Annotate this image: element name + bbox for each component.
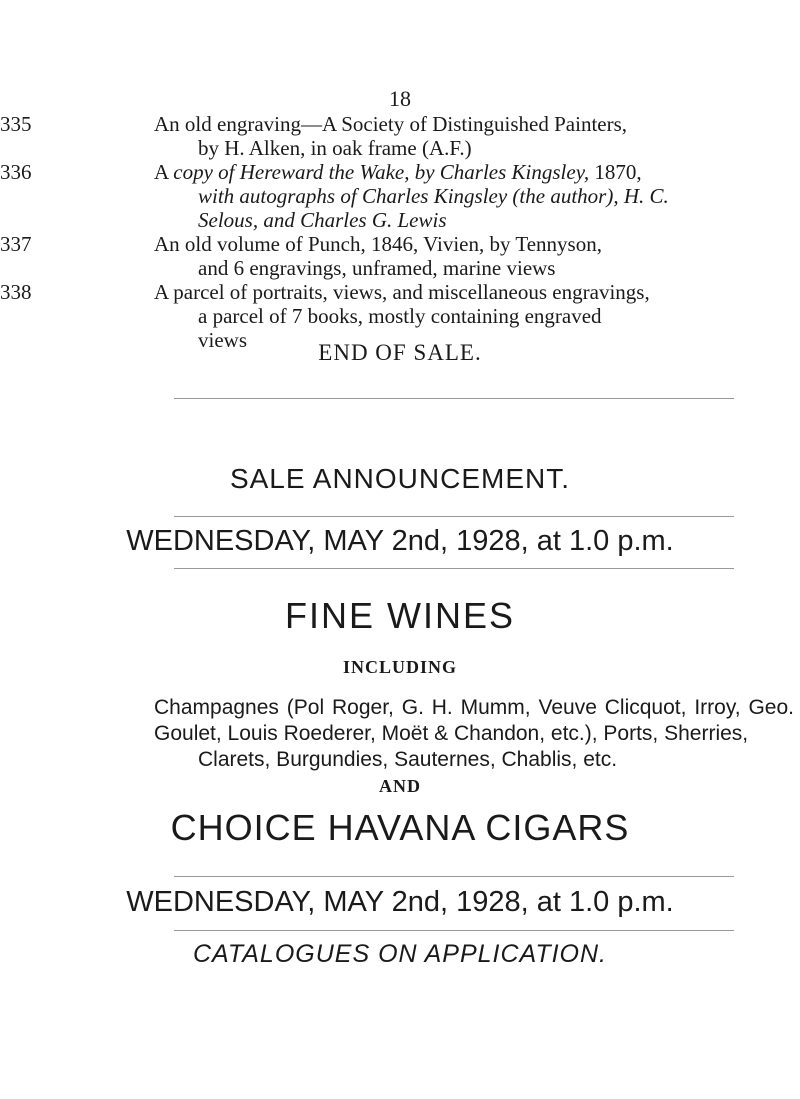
and-label: AND [379,776,421,796]
lot-line: A parcel of portraits, views, and miscellaneous engravings, [154,280,650,304]
including-label: INCLUDING [342,657,457,677]
lot-line: views [198,328,247,352]
sale-datetime: WEDNESDAY, MAY 2nd, 1928, at 1.0 p.m. [126,886,674,918]
wines-line: Goulet, Louis Roederer, Moët & Chandon, etc.), Ports, Sherries, [154,722,749,745]
lot-number: 337 [0,232,32,256]
lot-item [0,232,794,280]
lot-line-italic: with autographs of Charles Kingsley (the author), H. C. [198,184,669,208]
lot-line-italic: Selous, and Charles G. Lewis [198,208,447,232]
lot-description [154,160,794,232]
lot-number: 335 [0,112,32,136]
lot-line: a parcel of 7 books, mostly containing engraved [198,304,602,328]
announcement-title: SALE ANNOUNCEMENT. [229,463,571,494]
lot-line: A [154,160,174,184]
wines-line: Champagnes (Pol Roger, G. H. Mumm, Veuve Clicquot, Irroy, Geo. [154,696,794,719]
fine-wines-heading: FINE WINES [284,595,515,636]
lot-item [0,112,794,160]
divider-rule [174,930,734,931]
wines-line: Clarets, Burgundies, Sauternes, Chablis, etc. [198,748,618,771]
lot-number: 338 [0,280,32,304]
lot-line: by H. Alken, in oak frame (A.F.) [198,136,472,160]
lot-line: 1870, [589,160,642,184]
sale-datetime: WEDNESDAY, MAY 2nd, 1928, at 1.0 p.m. [126,525,674,557]
catalogues-note: CATALOGUES ON APPLICATION. [192,940,608,968]
lot-description [154,232,794,280]
lot-item [0,160,794,232]
divider-rule [174,876,734,877]
lot-number: 336 [0,160,32,184]
page-number: 18 [389,86,411,111]
lot-line-italic: copy of Hereward the Wake, by Charles Kingsley, [173,160,590,184]
divider-rule [174,398,734,399]
lot-description [154,112,794,160]
end-of-sale-heading: END OF SALE. [318,340,482,365]
lot-line: An old engraving—A Society of Distinguished Painters, [154,112,628,136]
divider-rule [174,568,734,569]
havana-cigars-heading: CHOICE HAVANA CIGARS [170,807,630,848]
lot-line: and 6 engravings, unframed, marine views [198,256,556,280]
wines-list [154,695,794,773]
divider-rule [174,516,734,517]
lot-line: An old volume of Punch, 1846, Vivien, by Tennyson, [154,232,602,256]
